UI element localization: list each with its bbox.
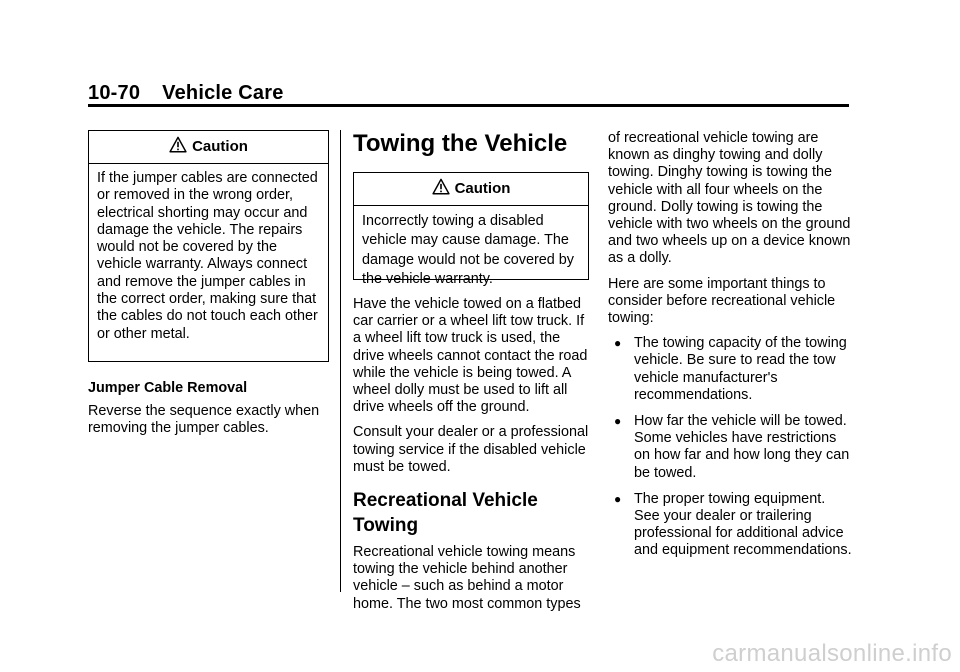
considerations-list: [608, 335, 854, 559]
caution-box-jumper: [88, 130, 329, 362]
caution-text: If the jumper cables are connected or removed in the wrong order, electrical shorting may occur and damage the vehicle. The repairs would not be covered by the vehicle warranty. Always connect and remove the jumper cables in the correct order, making sure that the cables do not touch each other or other metal.: [97, 170, 318, 342]
page-number: 10-70: [88, 82, 141, 104]
list-item-text: The proper towing equipment. See your dealer or trailering professional for additional advice and equipment recommendations.: [634, 490, 852, 559]
page-header: [88, 82, 284, 105]
column-3: [608, 130, 854, 560]
caution-header: [89, 131, 328, 164]
section-heading-towing: Towing the Vehicle: [353, 130, 568, 157]
caution-title: Caution: [454, 180, 511, 198]
column-divider: [340, 130, 341, 592]
bullet-icon: ●: [614, 491, 622, 506]
subheading-recreational-towing: Recreational Vehicle Towing: [353, 490, 538, 537]
caution-header: [354, 173, 588, 206]
subheading-jumper-removal: Jumper Cable Removal: [88, 380, 248, 396]
watermark: carmanualsonline.info: [712, 640, 952, 667]
caution-box-towing: [353, 172, 589, 287]
paragraph-consult-dealer: Consult your dealer or a professional towing service if the disabled vehicle must be towed.: [353, 424, 589, 475]
paragraph-considerations: Here are some important things to consider before recreational vehicle towing:: [608, 275, 836, 327]
caution-text: Incorrectly towing a disabled vehicle may cause damage. The damage would not be covered by the vehicle warranty.: [362, 213, 575, 287]
column-2: [353, 130, 589, 613]
paragraph-recreational-intro: Recreational vehicle towing means towing the vehicle behind another vehicle – such as behind a motor home. The two most common types: [353, 544, 581, 612]
bullet-icon: ●: [614, 336, 622, 351]
caution-icon: [432, 178, 450, 196]
list-item-text: The towing capacity of the towing vehicle. Be sure to read the tow vehicle manufacturer's recommendations.: [634, 335, 847, 403]
bullet-icon: ●: [614, 414, 622, 429]
paragraph-dinghy-dolly: of recreational vehicle towing are known as dinghy towing and dolly towing. Dinghy towing is towing the vehicle with all four wheels on the ground. Dolly towing is towing the vehicle with two wheels on the ground and two wheels up on a device known as a dolly.: [608, 130, 851, 267]
section-title: Vehicle Care: [162, 82, 284, 104]
column-1: [88, 130, 329, 438]
caution-title: Caution: [192, 138, 248, 156]
caution-icon: [169, 136, 187, 154]
list-item: [608, 413, 854, 482]
paragraph-flatbed: Have the vehicle towed on a flatbed car carrier or a wheel lift tow truck. If a wheel lift tow truck is used, the drive wheels cannot contact the road while the vehicle is being towed. A wheel dolly must be used to lift all drive wheels off the ground.: [353, 296, 588, 416]
header-rule: [88, 104, 849, 107]
paragraph-jumper-removal: Reverse the sequence exactly when removing the jumper cables.: [88, 403, 320, 437]
list-item: [608, 335, 854, 404]
list-item-text: How far the vehicle will be towed. Some vehicles have restrictions on how far and how long they can be towed.: [634, 413, 850, 481]
list-item: [608, 491, 854, 560]
